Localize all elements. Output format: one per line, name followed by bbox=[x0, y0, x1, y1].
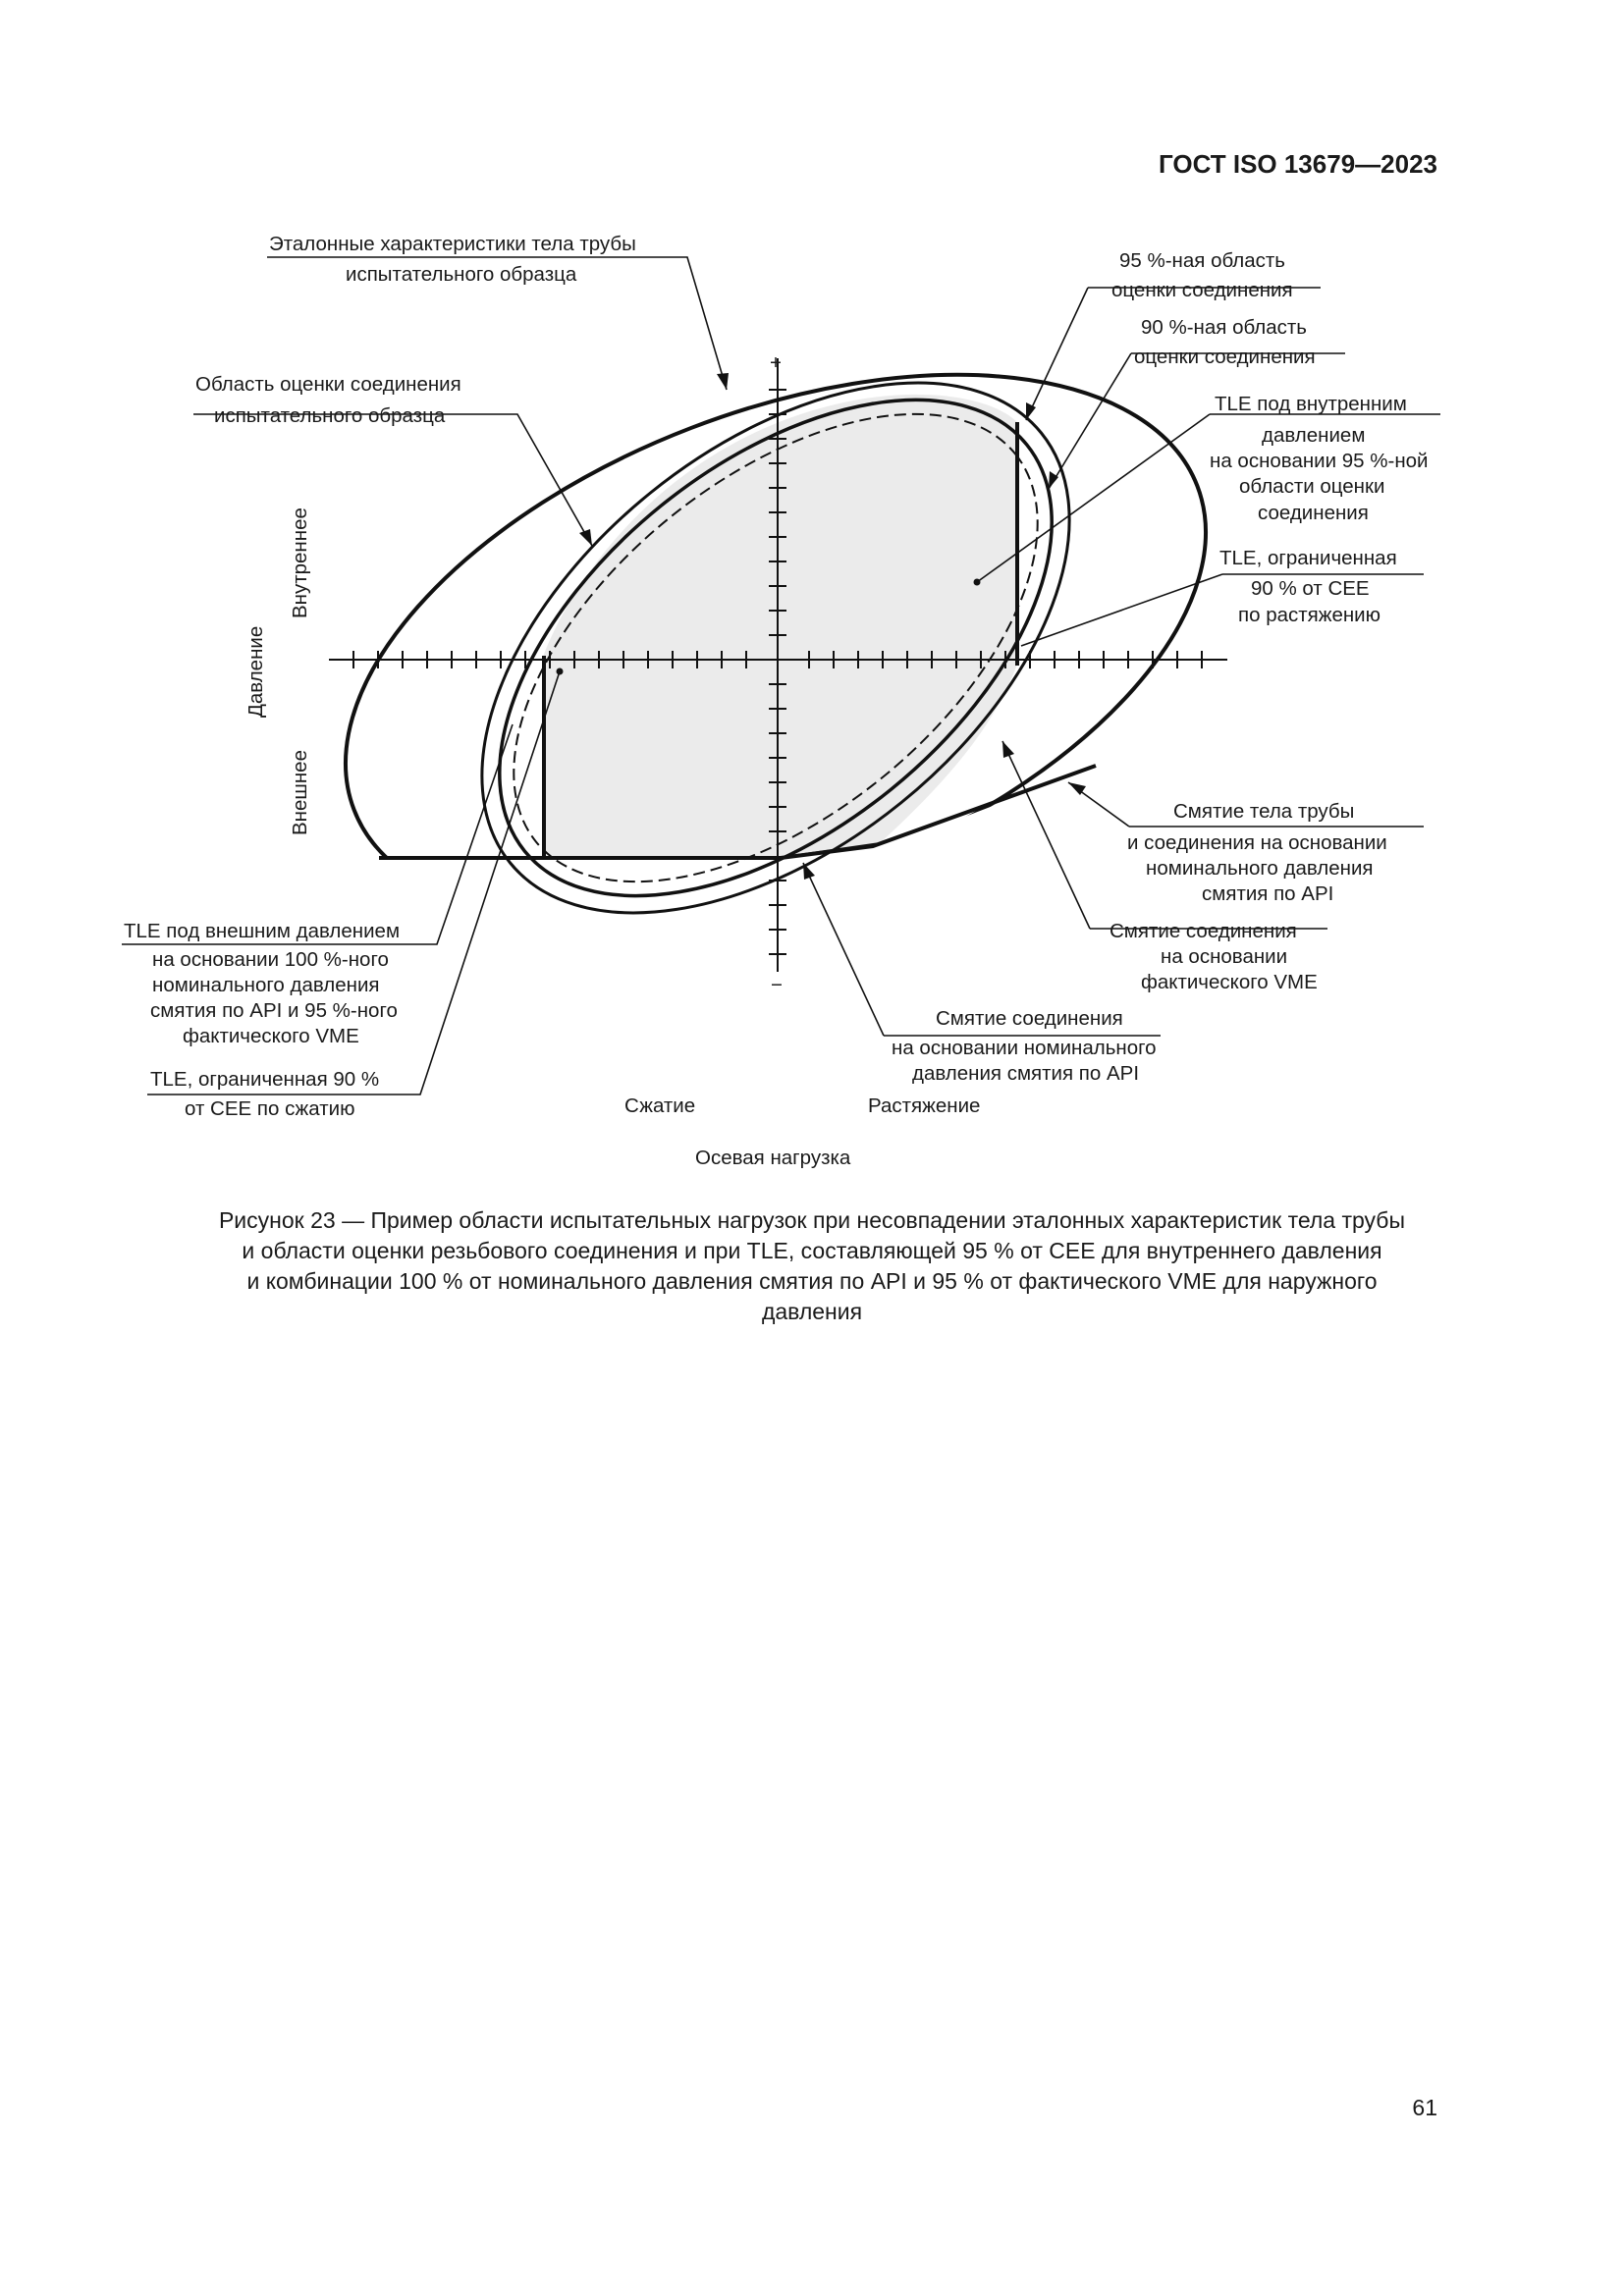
label-tle-comp-1: TLE, ограниченная 90 % bbox=[150, 1068, 380, 1091]
label-collapse-vme-1: Смятие соединения bbox=[1110, 920, 1297, 942]
label-collapse-body-1: Смятие тела трубы bbox=[1173, 800, 1355, 823]
label-tle-comp-2: от CEE по сжатию bbox=[185, 1097, 355, 1120]
caption-line-3: и комбинации 100 % от номинального давления смятия по API и 95 % от фактического VME для наружного bbox=[246, 1268, 1378, 1294]
label-env95-1: 95 %-ная область bbox=[1119, 249, 1285, 272]
caption-line-4: давления bbox=[761, 1299, 863, 1324]
standard-header: ГОСТ ISO 13679—2023 bbox=[1158, 149, 1437, 179]
axis-label-tension: Растяжение bbox=[868, 1095, 981, 1117]
leader-dot-tle-external bbox=[557, 668, 564, 675]
label-tle-tens-2: 90 % от CEE bbox=[1251, 577, 1370, 600]
label-tle-ext-2: на основании 100 %-ного bbox=[152, 948, 389, 971]
label-sample-area-2: испытательного образца bbox=[214, 404, 446, 427]
label-ref-body-1: Эталонные характеристики тела трубы bbox=[269, 233, 636, 255]
page-number: 61 bbox=[1412, 2095, 1437, 2120]
label-tle-ext-3: номинального давления bbox=[152, 974, 380, 996]
label-collapse-body-3: номинального давления bbox=[1146, 857, 1374, 880]
label-env90-1: 90 %-ная область bbox=[1141, 316, 1307, 339]
axis-label-compression: Сжатие bbox=[624, 1095, 696, 1117]
label-tle-ext-4: смятия по API и 95 %-ного bbox=[150, 999, 398, 1022]
axes bbox=[329, 358, 1227, 972]
label-env90-2: оценки соединения bbox=[1134, 346, 1316, 368]
caption-line-1: Рисунок 23 — Пример области испытательных нагрузок при несовпадении эталонных характеристик тела трубы bbox=[218, 1207, 1406, 1233]
label-tle-ext-1: TLE под внешним давлением bbox=[124, 920, 401, 942]
label-tle-tens-1: TLE, ограниченная bbox=[1219, 547, 1397, 569]
label-ref-body-2: испытательного образца bbox=[346, 263, 577, 286]
caption-line-2: и области оценки резьбового соединения и при TLE, составляющей 95 % от CEE для внутреннего давления bbox=[242, 1238, 1382, 1263]
axis-label-pressure: Давление bbox=[244, 625, 267, 718]
label-tle-int-2: давлением bbox=[1262, 424, 1366, 447]
label-collapse-body-4: смятия по API bbox=[1202, 882, 1334, 905]
label-tle-int-3: на основании 95 %-ной bbox=[1210, 450, 1429, 472]
label-tle-int-4: области оценки bbox=[1239, 475, 1385, 498]
label-sample-area-1: Область оценки соединения bbox=[195, 373, 461, 396]
label-tle-ext-5: фактического VME bbox=[183, 1025, 359, 1047]
label-collapse-vme-3: фактического VME bbox=[1141, 971, 1318, 993]
label-tle-tens-3: по растяжению bbox=[1238, 604, 1381, 626]
axis-label-axial-load: Осевая нагрузка bbox=[695, 1147, 851, 1169]
label-collapse-body-2: и соединения на основании bbox=[1127, 831, 1387, 854]
label-tle-int-1: TLE под внутренним bbox=[1215, 393, 1407, 415]
label-env95-2: оценки соединения bbox=[1111, 279, 1293, 301]
label-tle-int-5: соединения bbox=[1258, 502, 1369, 524]
axis-label-internal: Внутреннее bbox=[289, 507, 311, 618]
label-collapse-api-2: на основании номинального bbox=[892, 1037, 1157, 1059]
label-collapse-api-3: давления смятия по API bbox=[912, 1062, 1140, 1085]
label-collapse-api-1: Смятие соединения bbox=[936, 1007, 1123, 1030]
leader-dot-tle-internal bbox=[974, 579, 981, 586]
label-collapse-vme-2: на основании bbox=[1161, 945, 1288, 968]
axis-label-external: Внешнее bbox=[289, 750, 311, 835]
axis-minus-sign: − bbox=[771, 974, 783, 996]
figure-caption bbox=[98, 1205, 1526, 1327]
axis-plus-sign: + bbox=[770, 351, 782, 374]
